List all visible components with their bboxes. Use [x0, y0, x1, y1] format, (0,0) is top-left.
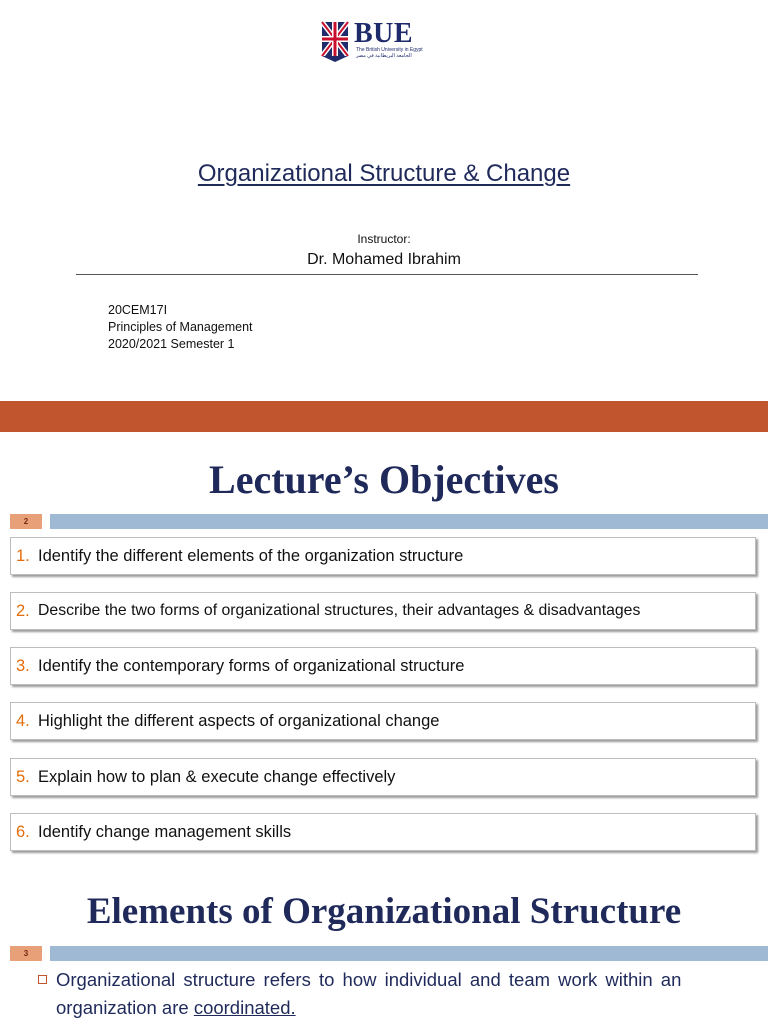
elements-title: Elements of Organizational Structure	[86, 891, 682, 932]
logo-wordmark: BUE	[354, 18, 414, 49]
bullet-text-line1: Organizational structure refers to how individual and team work within an	[56, 969, 682, 990]
objective-text: Identify the different elements of the organization structure	[38, 547, 464, 565]
objective-item	[10, 592, 756, 630]
objective-text: Explain how to plan & execute change effectively	[38, 768, 396, 786]
bullet-text-prefix: organization are	[56, 997, 194, 1018]
slide-title: Organizational Structure & Change	[197, 160, 571, 187]
objectives-title: Lecture’s Objectives	[209, 457, 559, 502]
divider	[76, 274, 698, 275]
objective-number: 2.	[16, 602, 30, 620]
square-bullet-icon	[38, 975, 47, 984]
objective-item	[10, 647, 756, 685]
header-bar	[50, 946, 768, 961]
logo-subtitle-en: The British University in Egypt	[356, 47, 423, 53]
slide-1	[0, 0, 768, 432]
instructor-label: Instructor:	[357, 232, 411, 246]
course-semester: 2020/2021 Semester 1	[108, 337, 235, 351]
objective-number: 5.	[16, 768, 30, 786]
objective-item	[10, 537, 756, 575]
objective-item	[10, 813, 756, 851]
instructor-name: Dr. Mohamed Ibrahim	[307, 251, 461, 268]
objective-text: Identify the contemporary forms of organizational structure	[38, 657, 465, 675]
objective-number: 3.	[16, 657, 30, 675]
course-name: Principles of Management	[108, 320, 253, 334]
header-bar	[50, 514, 768, 529]
objective-text: Describe the two forms of organizational structures, their advantages & disadvantages	[38, 602, 641, 619]
objective-text: Highlight the different aspects of organizational change	[38, 712, 440, 730]
objective-item	[10, 758, 756, 796]
objective-number: 1.	[16, 547, 30, 565]
logo-subtitle-ar: الجامعة البريطانية في مصر	[356, 53, 412, 59]
objective-number: 6.	[16, 823, 30, 841]
objective-item	[10, 702, 756, 740]
bullet-text-line2	[56, 997, 296, 1019]
coordinated-link[interactable]: coordinated.	[193, 997, 296, 1018]
slide-number: 3	[10, 946, 42, 961]
objective-text: Identify change management skills	[38, 823, 292, 841]
course-code: 20CEM17I	[108, 303, 168, 317]
footer-band	[0, 401, 768, 432]
objective-number: 4.	[16, 712, 30, 730]
slide-number: 2	[10, 514, 42, 529]
